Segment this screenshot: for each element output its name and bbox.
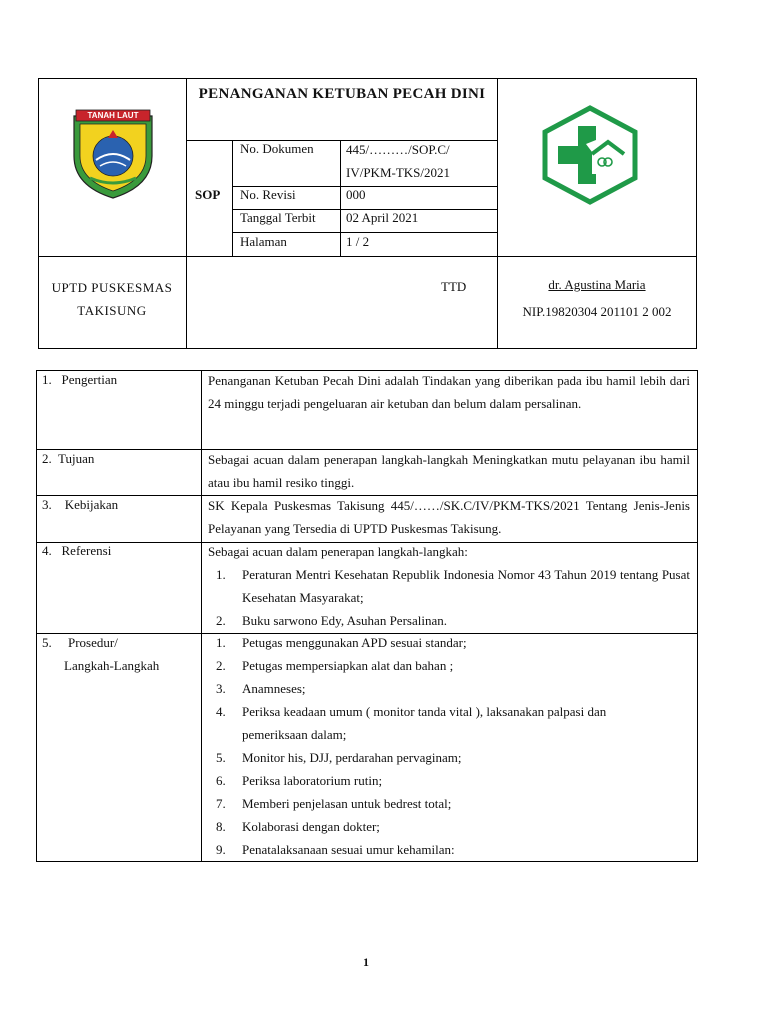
- doc-number-value: 445/………/SOP.C/ IV/PKM-TKS/2021: [346, 142, 451, 180]
- list-item: 5. Monitor his, DJJ, perdarahan pervaginam;: [216, 750, 462, 765]
- page-label: Halaman: [240, 234, 287, 249]
- referensi-list: [208, 563, 690, 632]
- list-item: 6. Periksa laboratorium rutin;: [216, 773, 383, 788]
- section-text-kebijakan: SK Kepala Puskesmas Takisung 445/……/SK.C/IV/PKM-TKS/2021 Tentang Jenis-Jenis Pelayanan yang Tersedia di UPTD Puskesmas Takisung.: [208, 498, 690, 536]
- issue-date-value: 02 April 2021: [346, 210, 419, 225]
- signer-nip: NIP.19820304 201101 2 002: [522, 304, 672, 319]
- list-item: 2. Petugas mempersiapkan alat dan bahan ;: [216, 658, 454, 673]
- section-label-prosedur: 5. Prosedur/ Langkah-Langkah: [42, 635, 160, 673]
- list-item: 9. Penatalaksanaan sesuai umur kehamilan:: [216, 842, 455, 857]
- list-item: 3. Anamneses;: [216, 681, 306, 696]
- list-item: 1. Petugas menggunakan APD sesuai standar;: [216, 635, 467, 650]
- tanah-laut-emblem: [70, 108, 156, 200]
- puskesmas-logo: [540, 104, 640, 206]
- section-label-kebijakan: 3. Kebijakan: [42, 497, 119, 512]
- document-title: PENANGANAN KETUBAN PECAH DINI: [198, 86, 486, 102]
- section-body-referensi: [208, 540, 690, 632]
- emblem-label: TANAH LAUT: [87, 111, 139, 120]
- list-item: 4. Periksa keadaan umum ( monitor tanda vital ), laksanakan palpasi dan pemeriksaan dalam;: [216, 704, 607, 742]
- org-line-1: UPTD PUSKESMAS: [51, 280, 173, 295]
- section-text-pengertian: Penanganan Ketuban Pecah Dini adalah Tindakan yang diberikan pada ibu hamil lebih dari 24 minggu terjadi pengeluaran air ketuban dan belum dalam persalinan.: [208, 373, 690, 411]
- list-item: 1. Peraturan Mentri Kesehatan Republik Indonesia Nomor 43 Tahun 2019 tentang Pusat Kesehatan Masyarakat;: [216, 567, 690, 605]
- issue-date-label: Tanggal Terbit: [240, 210, 316, 225]
- prosedur-list: [208, 631, 690, 861]
- referensi-intro: Sebagai acuan dalam penerapan langkah-langkah:: [208, 544, 468, 559]
- revision-label: No. Revisi: [240, 187, 296, 202]
- revision-value: 000: [346, 187, 366, 202]
- list-item: 2. Buku sarwono Edy, Asuhan Persalinan.: [216, 613, 447, 628]
- signer-name: dr. Agustina Maria: [548, 277, 646, 292]
- section-label-tujuan: 2. Tujuan: [42, 451, 95, 466]
- list-item: 7. Memberi penjelasan untuk bedrest total;: [216, 796, 452, 811]
- org-name: [38, 276, 186, 322]
- section-label-pengertian: 1. Pengertian: [42, 372, 118, 387]
- section-body-prosedur: [208, 631, 690, 861]
- doc-number-label: No. Dokumen: [240, 141, 314, 156]
- list-item: 8. Kolaborasi dengan dokter;: [216, 819, 380, 834]
- sop-label: SOP: [195, 187, 221, 202]
- page-value: 1 / 2: [346, 234, 370, 249]
- page-number: 1: [363, 955, 369, 969]
- section-label-referensi: 4. Referensi: [42, 543, 112, 558]
- signature-label: TTD: [441, 279, 467, 294]
- section-text-tujuan: Sebagai acuan dalam penerapan langkah-langkah Meningkatkan mutu pelayanan ibu hamil atau ibu hamil resiko tinggi.: [208, 452, 690, 490]
- org-line-2: TAKISUNG: [77, 303, 147, 318]
